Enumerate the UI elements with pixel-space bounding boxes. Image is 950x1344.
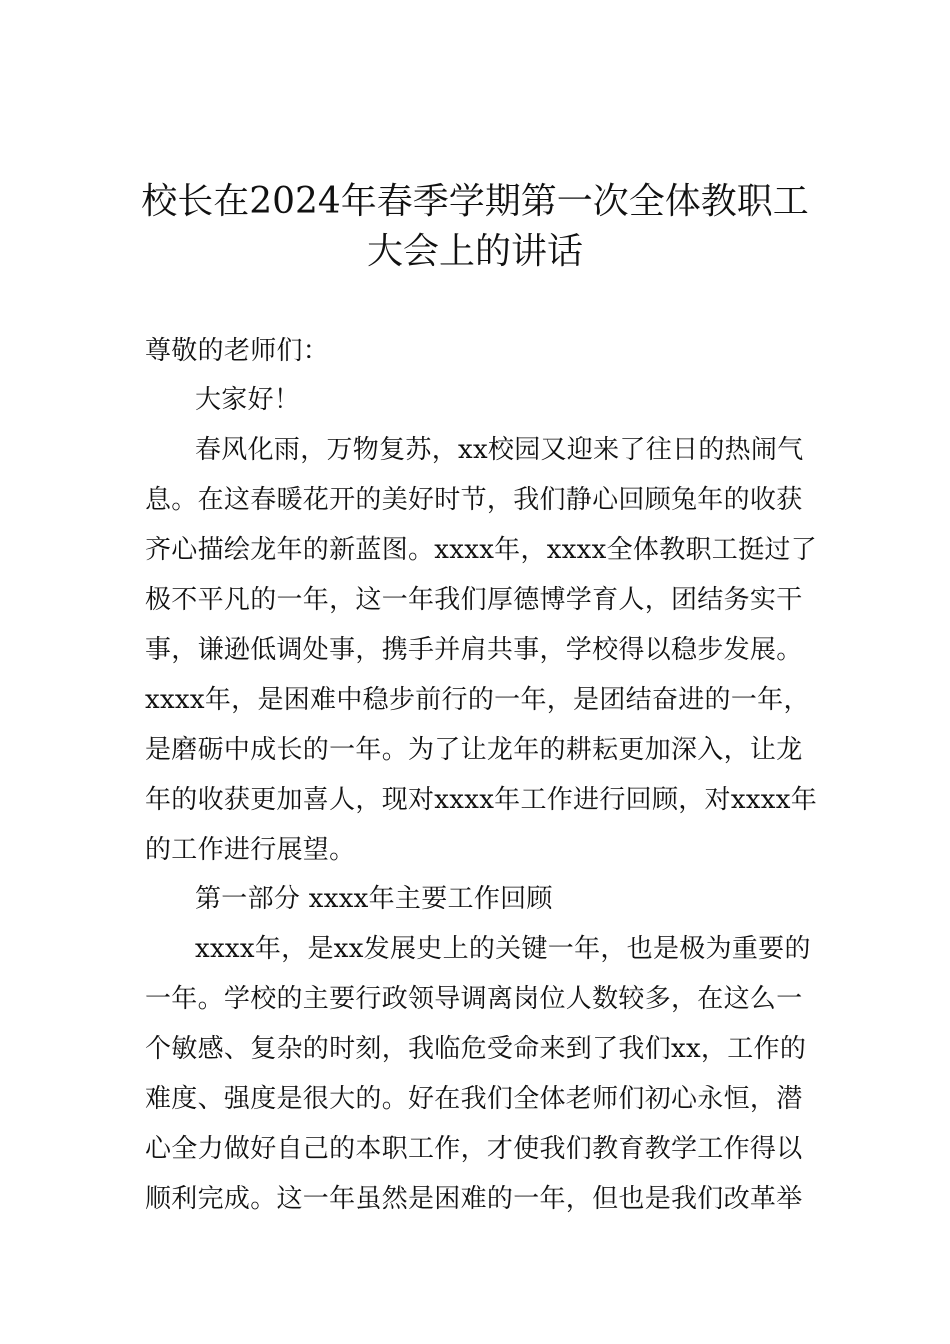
paragraph-line: 齐心描绘龙年的新蓝图。xxxx年，xxxx全体教职工挺过了 <box>145 535 818 565</box>
paragraph-line: 顺利完成。这一年虽然是困难的一年，但也是我们改革举 <box>145 1184 803 1214</box>
salutation: 尊敬的老师们： <box>145 336 330 366</box>
paragraph-line: 难度、强度是很大的。好在我们全体老师们初心永恒，潜 <box>145 1084 803 1114</box>
section-heading: 第一部分 xxxx年主要工作回顾 <box>195 884 553 914</box>
paragraph-line: xxxx年，是困难中稳步前行的一年，是团结奋进的一年， <box>145 685 810 715</box>
paragraph-line: 是磨砺中成长的一年。为了让龙年的耕耘更加深入，让龙 <box>145 735 803 765</box>
paragraph-line: 一年。学校的主要行政领导调离岗位人数较多，在这么一 <box>145 984 803 1014</box>
paragraph-line: 年的收获更加喜人，现对xxxx年工作进行回顾，对xxxx年 <box>145 785 818 815</box>
paragraph-line: 息。在这春暖花开的美好时节，我们静心回顾兔年的收获 <box>145 485 803 515</box>
paragraph-line: 的工作进行展望。 <box>145 835 356 865</box>
paragraph-line: 春风化雨，万物复苏，xx校园又迎来了往日的热闹气 <box>195 435 804 465</box>
document-title-line-2: 大会上的讲话 <box>366 231 583 272</box>
paragraph-line: 极不平凡的一年，这一年我们厚德博学育人，团结务实干 <box>145 585 803 615</box>
paragraph-line: xxxx年，是xx发展史上的关键一年，也是极为重要的 <box>195 934 811 964</box>
paragraph-line: 事，谦逊低调处事，携手并肩共事，学校得以稳步发展。 <box>145 635 803 665</box>
document-title-line-1: 校长在2024年春季学期第一次全体教职工 <box>141 181 809 222</box>
paragraph-line: 心全力做好自己的本职工作，才使我们教育教学工作得以 <box>145 1134 803 1164</box>
paragraph-line: 个敏感、复杂的时刻，我临危受命来到了我们xx，工作的 <box>145 1034 807 1064</box>
greeting-line: 大家好！ <box>195 385 301 415</box>
